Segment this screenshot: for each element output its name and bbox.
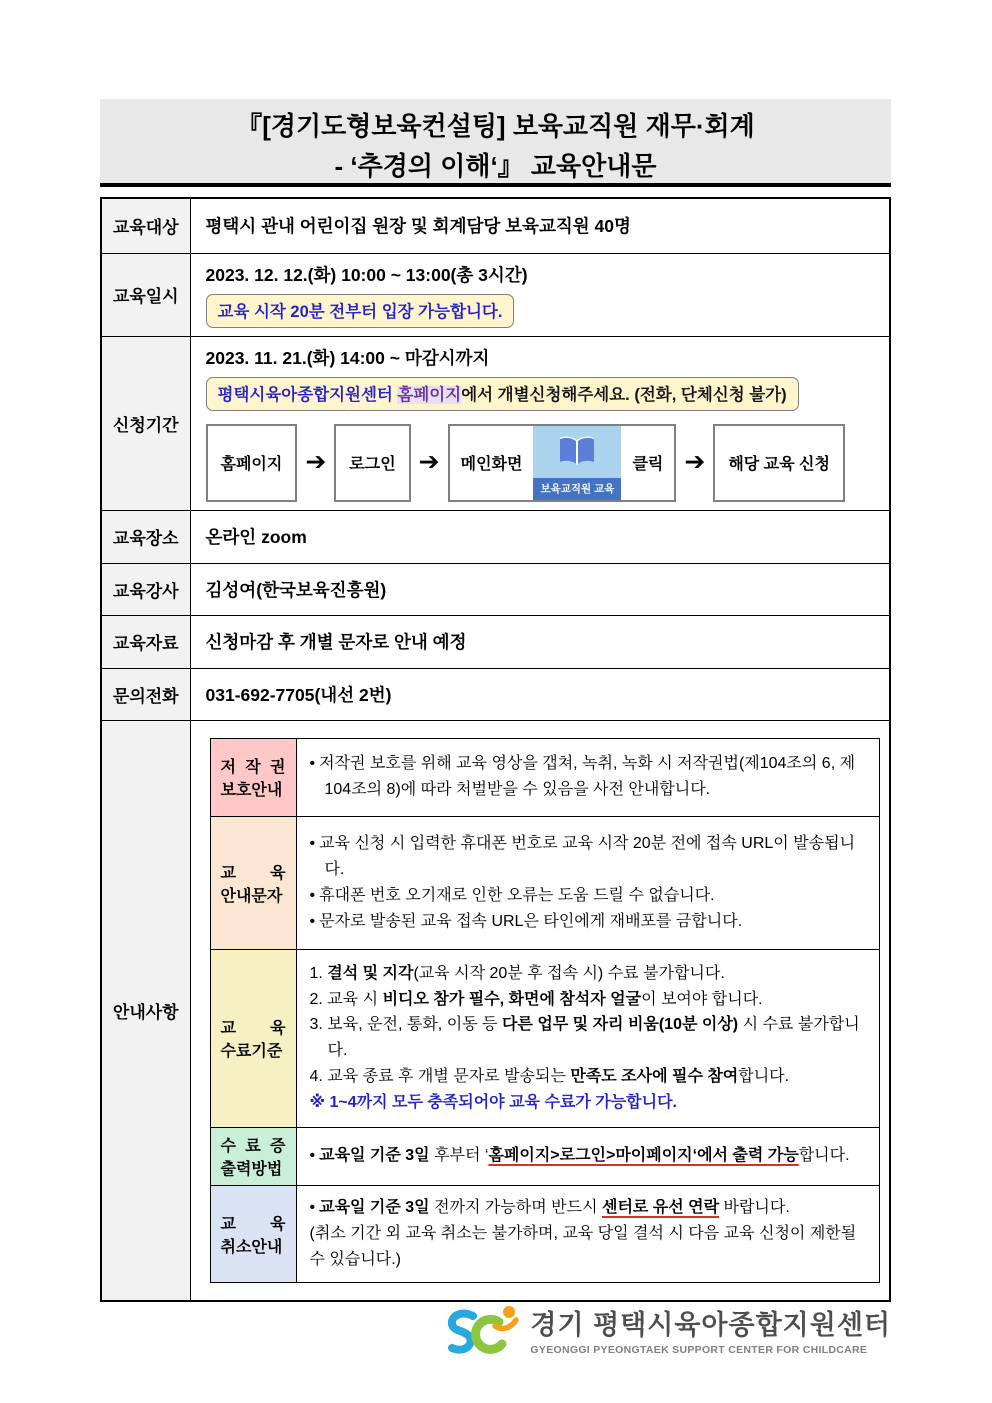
row-materials — [101, 615, 890, 668]
support-center-logo-icon — [447, 1302, 521, 1365]
row-datetime-value — [190, 253, 890, 336]
info-table — [100, 197, 891, 1302]
cancel-paren-note: (취소 기간 외 교육 취소는 불가하며, 교육 당일 결석 시 다음 교육 신청이 제한될 수 있습니다.) — [309, 1224, 857, 1268]
datetime-entry-notice: 교육 시작 20분 전부터 입장 가능합니다. — [206, 294, 515, 328]
completion-required-note: ※ 1~4까지 모두 충족되어야 교육 수료가 가능합니다. — [309, 1094, 677, 1112]
row-place-label: 교육장소 — [101, 510, 190, 563]
footer-logo — [447, 1302, 891, 1365]
list-item: 1. 결석 및 지각(교육 시작 20분 후 접속 시) 수료 불가합니다. — [309, 964, 725, 982]
apply-notice-center: 평택시육아종합지원센터 — [217, 385, 398, 404]
note-completion-text — [296, 949, 880, 1127]
row-materials-value: 신청마감 후 개별 문자로 안내 예정 — [190, 615, 890, 668]
apply-period-text: 2023. 11. 21.(화) 14:00 ~ 마감시까지 — [205, 347, 490, 368]
apply-notice-homepage: 홈페이지 — [397, 385, 462, 404]
flow-arrow-icon: ➔ — [684, 448, 706, 476]
note-row-sms — [210, 816, 880, 949]
document-title — [100, 99, 891, 187]
note-row-copyright — [210, 738, 880, 816]
flow-step-login: 로그인 — [334, 424, 410, 502]
note-row-completion — [210, 949, 880, 1127]
flow-step-apply: 해당 교육 신청 — [713, 424, 845, 502]
row-notes — [101, 720, 890, 1301]
flow-arrow-icon: ➔ — [305, 448, 327, 476]
list-item: 4. 교육 종료 후 개별 문자로 발송되는 만족도 조사에 필수 참여합니다. — [309, 1068, 790, 1086]
bullet-icon: • — [309, 1147, 316, 1165]
footer-name-korean: 경기 평택시육아종합지원센터 — [530, 1310, 891, 1341]
row-phone-value: 031-692-7705(내선 2번) — [190, 668, 890, 720]
apply-notice-paren: (전화, 단체신청 불가) — [634, 385, 787, 404]
note-row-certificate — [210, 1127, 880, 1185]
row-target-label: 교육대상 — [101, 198, 190, 253]
row-apply-value — [190, 336, 890, 510]
row-materials-label: 교육자료 — [101, 615, 190, 668]
apply-flow-diagram — [206, 424, 875, 502]
apply-notice — [206, 377, 799, 411]
banner-label: 보육교직원 교육 — [533, 478, 621, 500]
row-place-value: 온라인 zoom — [190, 510, 890, 563]
row-apply — [101, 336, 890, 510]
list-item: • 문자로 발송된 교육 접속 URL은 타인에게 재배포를 금합니다. — [309, 912, 743, 930]
datetime-text: 2023. 12. 12.(화) 10:00 ~ 13:00(총 3시간) — [205, 264, 528, 285]
note-cancel-text: • 교육일 기준 3일 전까지 가능하며 반드시 센터로 유선 연락 바랍니다. (취소 기간 외 교육 취소는 불가하며, 교육 당일 결석 시 다음 교육 신청이 제한될 수 있습니다.) — [296, 1185, 880, 1282]
row-phone-label: 문의전화 — [101, 668, 190, 720]
note-sms-label: 교 육 안내문자 — [210, 816, 296, 949]
notes-content — [190, 720, 890, 1301]
footer-name-english: GYEONGGI PYEONGTAEK SUPPORT CENTER FOR CHILDCARE — [530, 1343, 868, 1356]
row-instructor-label: 교육강사 — [101, 563, 190, 615]
row-apply-label: 신청기간 — [101, 336, 190, 510]
row-target — [101, 198, 890, 253]
flow-main-screen-text: 메인화면 — [460, 456, 523, 473]
row-phone — [101, 668, 890, 720]
row-notes-label: 안내사항 — [101, 720, 190, 1301]
flow-step-main-screen — [448, 424, 677, 502]
row-instructor-value: 김성여(한국보육진흥원) — [190, 563, 890, 615]
teacher-education-banner — [533, 426, 621, 500]
note-completion-label: 교 육 수료기준 — [210, 949, 296, 1127]
flow-arrow-icon: ➔ — [418, 448, 440, 476]
note-certificate-text: • 교육일 기준 3일 후부터 ‘홈페이지>로그인>마이페이지‘에서 출력 가능합니다. — [296, 1127, 880, 1185]
notes-table — [210, 738, 881, 1283]
list-item: 3. 보육, 운전, 통화, 이동 등 다른 업무 및 자리 비움(10분 이상) 시 수료 불가합니다. — [309, 1016, 860, 1060]
bullet-icon: • — [309, 886, 316, 904]
row-datetime-label: 교육일시 — [101, 253, 190, 336]
row-place — [101, 510, 890, 563]
note-copyright-text: • 저작권 보호를 위해 교육 영상을 갭쳐, 녹취, 녹화 시 저작권법(제104조의 6, 제104조의 8)에 따라 처벌받을 수 있음을 사전 안내합니다. — [296, 738, 880, 816]
open-book-icon — [533, 426, 621, 478]
row-instructor — [101, 563, 890, 615]
bullet-icon: • — [309, 835, 316, 853]
note-copyright-label: 저 작 권 보호안내 — [210, 738, 296, 816]
title-line-2: - ‘추경의 이해‘』 교육안내문 — [334, 151, 657, 182]
flow-step-homepage: 홈페이지 — [206, 424, 298, 502]
note-certificate-label: 수 료 증 출력방법 — [210, 1127, 296, 1185]
row-datetime — [101, 253, 890, 336]
note-row-cancel — [210, 1185, 880, 1282]
note-cancel-label: 교 육 취소안내 — [210, 1185, 296, 1282]
title-line-1: 『[경기도형보육컨설팅] 보육교직원 재무·회계 — [236, 111, 755, 141]
bullet-icon: • — [309, 912, 316, 930]
note-sms-text — [296, 816, 880, 949]
list-item: • 휴대폰 번호 오기재로 인한 오류는 도움 드릴 수 없습니다. — [309, 886, 715, 904]
apply-notice-rest: 에서 개별신청해주세요. — [461, 385, 635, 404]
row-target-value: 평택시 관내 어린이집 원장 및 회계담당 보육교직원 40명 — [190, 198, 890, 253]
list-item: 2. 교육 시 비디오 참가 필수, 화면에 참석자 얼굴이 보여야 합니다. — [309, 990, 763, 1008]
flow-click-text: 클릭 — [632, 456, 664, 473]
list-item: • 교육 신청 시 입력한 휴대폰 번호로 교육 시작 20분 전에 접속 URL이 발송됩니다. — [309, 835, 856, 878]
bullet-icon: • — [309, 755, 316, 773]
bullet-icon: • — [309, 1198, 316, 1216]
